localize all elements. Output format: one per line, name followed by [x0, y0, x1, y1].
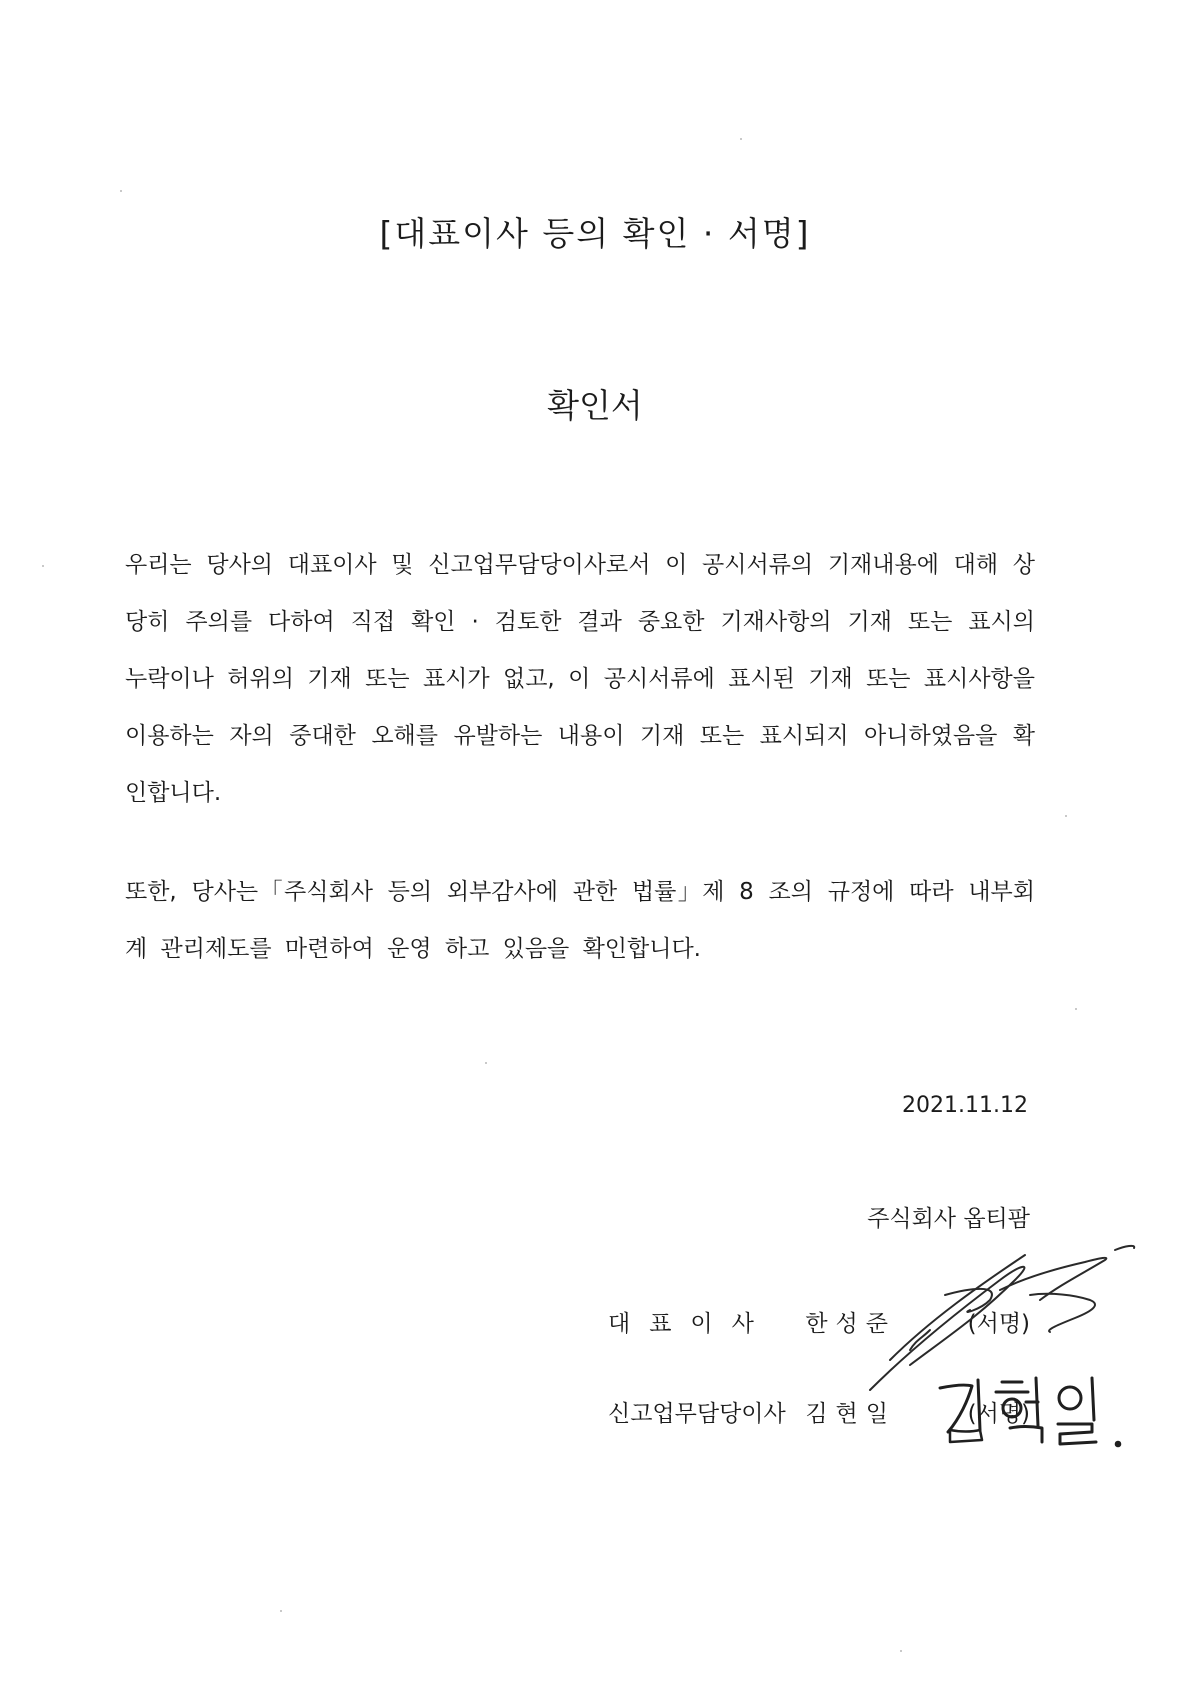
scan-speck: [280, 1610, 282, 1612]
scan-speck: [42, 565, 44, 567]
signatory-name: 한성준: [805, 1311, 896, 1337]
scan-speck: [1075, 1008, 1077, 1010]
signature-mark-label: (서명): [967, 1401, 1031, 1427]
scan-speck: [485, 1062, 487, 1064]
internal-control-paragraph: 또한, 당사는「주식회사 등의 외부감사에 관한 법률」제 8 조의 규정에 따라 내부회계 관리제도를 마련하여 운영 하고 있음을 확인합니다.: [125, 879, 1035, 962]
document-date: 2021.11.12: [902, 1093, 1028, 1118]
document-heading: [대표이사 등의 확인 · 서명]: [379, 214, 811, 253]
signatory-role: 대표이사: [608, 1311, 773, 1337]
company-name: 주식회사 옵티팜: [867, 1206, 1030, 1232]
signatory-row-ceo: [608, 1305, 1030, 1338]
signatory-name: 김현일: [805, 1401, 896, 1427]
scan-speck: [120, 190, 122, 192]
scan-speck: [900, 1650, 902, 1652]
confirmation-paragraph: 우리는 당사의 대표이사 및 신고업무담당이사로서 이 공시서류의 기재내용에 대해 상당히 주의를 다하여 직접 확인 · 검토한 결과 중요한 기재사항의 기재 또는 표시의 누락이나 허위의 기재 또는 표시가 없고, 이 공시서류에 표시된 기재 또는 표시사항을 이용하는 자의 중대한 오해를 유발하는 내용이 기재 또는 표시되지 아니하였음을 확인합니다.: [125, 552, 1035, 806]
scan-speck: [1065, 815, 1067, 817]
signatory-row-reporting-director: [608, 1395, 1030, 1428]
scan-speck: [740, 138, 742, 140]
document-title: 확인서: [547, 386, 643, 425]
signatory-role: 신고업무담당이사: [608, 1401, 786, 1427]
signature-mark-label: (서명): [967, 1311, 1031, 1337]
